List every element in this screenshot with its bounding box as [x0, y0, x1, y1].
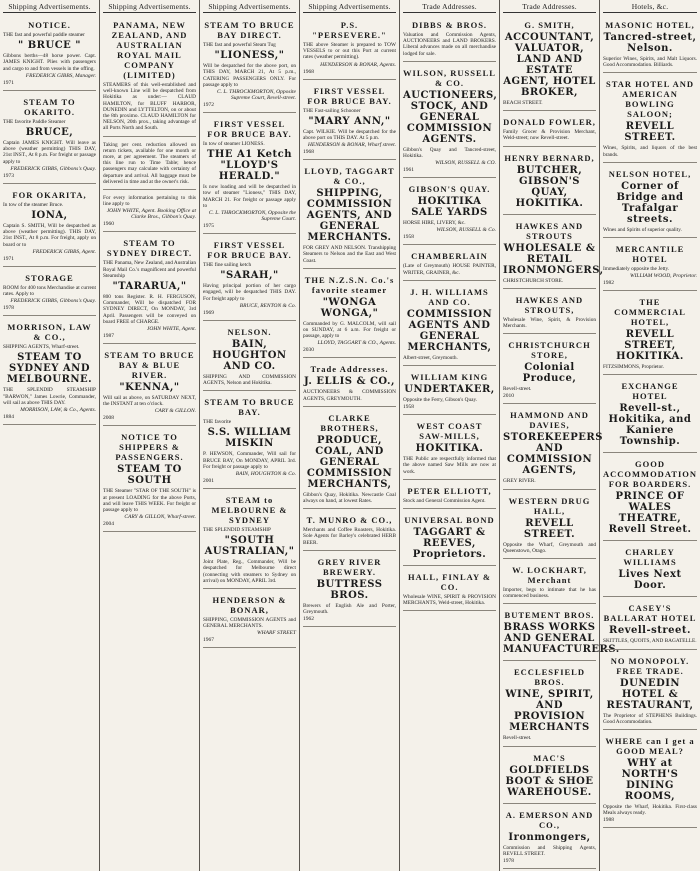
column-4: [300, 0, 400, 871]
ad-signature: JOHN WHITE, Agent.: [146, 326, 196, 333]
ad-signature: JOHN WHITE, Agent. Booking Office at Clarke Bros., Gibbon's Quay.: [106, 208, 196, 221]
ad-number: 2001: [203, 478, 214, 485]
ad-title: WHERE can I get a GOOD MEAL?: [605, 736, 695, 757]
ad-number: 1969: [203, 309, 214, 316]
ad-line: For every information pertaining to this line apply to: [103, 195, 196, 208]
ad-body: Wholesale Wine, Spirit, & Provision Merchants.: [503, 316, 596, 330]
ad-line: THE fast and powerful paddle steamer: [3, 32, 85, 38]
ad-subtitle: S.S. WILLIAM MISKIN: [207, 427, 292, 450]
ad-subtitle: Colonial Produce,: [522, 362, 577, 385]
ad-title: STEAM TO BRUCE BAY DIRECT.: [204, 20, 295, 40]
advertisement: [303, 82, 396, 161]
advertisement: [403, 482, 496, 509]
advertisement: [103, 234, 196, 344]
ad-number: 1987: [103, 333, 114, 340]
ad-subtitle: WHOLESALE & RETAIL IRONMONGERS,: [503, 242, 604, 276]
ad-title: DIBBS & BROS.: [411, 20, 488, 30]
column-header: Hotels, &c.: [603, 0, 697, 13]
ad-number: 1958: [403, 404, 414, 411]
ad-body: Gibbons berths—48 horse power. Capt. JAMES KNIGHT. Plies with passengers and cargo to and from vessels in the offing.: [3, 53, 96, 72]
ad-subtitle: Revell-st., Hokitika, and Kaniere Township.: [608, 403, 692, 448]
ad-body: Is now loading and will be despatched in tow of steamer "Lioness," THIS DAY, MARCH 21. For freight or passage apply to: [203, 184, 296, 209]
ad-subtitle: BUTCHER, GIBSON'S QUAY, HOKITIKA.: [515, 164, 584, 209]
ad-subtitle: BRUCE,: [25, 127, 74, 139]
ad-title: A. EMERSON AND CO.,: [505, 809, 594, 830]
ad-title: STORAGE: [25, 272, 74, 283]
ad-body: SHIPPING, COMMISSION AGENTS and GENERAL MERCHANTS.: [203, 617, 296, 630]
column-7: [600, 0, 700, 871]
advertisement: [503, 749, 596, 804]
ad-title: DONALD FOWLER,: [503, 117, 596, 128]
ad-body: Wholesale WINE, SPIRIT & PROVISION MERCHANTS, Weld-street, Hokitika.: [403, 594, 496, 607]
ad-body: BEACH STREET.: [503, 100, 543, 106]
ad-title: UNIVERSAL BOND: [404, 515, 495, 526]
ad-body: Capt. WILKIE. Will be despatched for the above port on THIS DAY. At 5 p.m.: [303, 128, 396, 142]
ad-subtitle: BAIN, HOUGHTON AND CO.: [212, 338, 287, 372]
ad-title: EXCHANGE HOTEL: [621, 381, 679, 402]
advertisement: [303, 553, 396, 627]
ad-signature: HENDERSON & BONAR, Agents.: [320, 61, 396, 68]
ad-subtitle: BUTTRESS BROS.: [316, 578, 383, 601]
ad-body: Superior Wines, Spirits, and Malt Liquors. Good Accommodation. Billiards.: [603, 56, 697, 69]
ad-signature: BAIN, HOUGHTON & Co.: [235, 471, 296, 478]
advertisement: [103, 16, 196, 137]
advertisement: [303, 162, 396, 269]
advertisement: [403, 64, 496, 178]
ad-number: 2008: [103, 415, 114, 422]
ad-title: NELSON.: [227, 326, 272, 337]
ad-number: 1971: [3, 255, 14, 262]
ad-subtitle: BRASS WORKS AND GENERAL MANUFACTURERS.: [503, 622, 620, 656]
advertisement: [203, 236, 296, 321]
ad-subtitle: Lives Next Door.: [618, 569, 682, 592]
ad-subtitle: STEAM TO SYDNEY AND MELBOURNE.: [6, 352, 93, 386]
ad-title: HAMMOND AND DAVIES,: [510, 410, 589, 431]
ad-subtitle: Ironmongers,: [508, 831, 591, 843]
ad-subtitle: WHY at NORTH'S DINING ROOMS,: [621, 758, 679, 803]
ad-number: 1973: [3, 172, 14, 179]
ad-title: WILLIAM KING: [410, 372, 489, 383]
ad-signature: CARY & GILLON.: [154, 408, 196, 415]
ad-body: Will be despatched for the above port, on THIS DAY, MARCH 21, At 5 p.m., CATERING PASSENGERS ONLY. For passage apply to: [203, 63, 296, 88]
ad-title: GOOD ACCOMMODATION FOR BOARDERS.: [603, 459, 698, 490]
ad-title: STAR HOTEL AND AMERICAN BOWLING SALOON;: [605, 79, 694, 120]
ad-title: W. LOCKHART, Merchant: [512, 565, 587, 586]
ad-body: Brewers of English Ale and Porter, Greymouth.: [303, 602, 396, 616]
ad-body: STEAMERS of this well-established and well-known Line will be despatched from Hokitika as under:— CLAUD HAMILTON, for BLUFF HARBOR, DUNEDIN and LYTTELTON, on or about the 8th proximo. CLAUD HAMILTON for NELSON, 20th prox., taking advantage of all Ports North and South.: [103, 82, 196, 132]
advertisement: [503, 217, 604, 289]
advertisement: [103, 428, 196, 532]
ad-subtitle: "WONGA WONGA,": [320, 296, 379, 319]
advertisement: [203, 591, 296, 648]
ad-line: In tow of steamer LIONESS.: [203, 141, 265, 148]
ad-subtitle: DUNEDIN HOTEL & RESTAURANT,: [606, 677, 694, 711]
advertisement: [503, 492, 596, 559]
ad-title: MORRISON, LAW & CO.,: [7, 322, 92, 343]
ad-signature: WHARF STREET: [257, 630, 296, 637]
ad-title: CHRISTCHURCH STORE,: [508, 340, 591, 361]
ad-line: THE Panama, New Zealand, and Australian Royal Mail Co.'s magnificent and powerful Steamship: [103, 260, 196, 279]
ad-subtitle: AUCTIONEERS, STOCK, AND GENERAL COMMISSION AGENTS.: [403, 89, 498, 145]
ad-body: Will sail as above, on SATURDAY NEXT, the INSTANT at ten o'clock.: [103, 395, 196, 408]
ad-body: FITZSIMMONS, Proprietor.: [603, 364, 665, 371]
ad-subtitle: ACCOUNTANT, VALUATOR, LAND AND ESTATE AGENT, HOTEL BROKER,: [503, 32, 596, 98]
ad-signature: WILLIAM WOOD, Proprietor.: [629, 273, 697, 280]
ad-line: SHIPPING AGENTS, Wharf-street.: [3, 344, 80, 351]
ad-body: Importer, begs to intimate that he has commenced business.: [503, 587, 596, 600]
advertisement: [403, 511, 496, 566]
ad-subtitle: REVELL STREET, HOKITIKA.: [616, 329, 684, 363]
ad-number: 1982: [603, 280, 614, 287]
ad-number: 1975: [203, 223, 214, 230]
ad-line: THE fast and powerful Steam Tug: [203, 42, 276, 48]
advertisement: [103, 139, 196, 190]
ad-title: Trade Addresses.: [310, 364, 389, 375]
ad-subtitle: "SOUTH AUSTRALIAN,": [204, 535, 295, 558]
ad-title: PETER ELLIOTT,: [407, 485, 492, 496]
ad-title: FIRST VESSEL FOR BRUCE BAY.: [207, 240, 292, 261]
advertisement: [603, 732, 697, 828]
ad-subtitle: " BRUCE ": [18, 40, 81, 52]
ad-subtitle: IONA,: [31, 210, 68, 222]
ad-subtitle: GOLDFIELDS BOOT & SHOE WAREHOUSE.: [505, 764, 594, 798]
advertisement: [603, 165, 697, 238]
ad-body: Opposite the Ferry, Gibson's Quay.: [403, 397, 478, 404]
advertisement: [3, 318, 96, 425]
ad-title: T. MUNRO & CO.,: [306, 515, 393, 526]
ad-title: THE N.Z.S.N. Co.'s favorite steamer: [304, 274, 395, 295]
ad-body: FOR GREY AND NELSON. Transhipping Steamers to Nelson and the East and West Coast.: [303, 245, 396, 264]
ad-number: 1978: [503, 858, 514, 865]
advertisement: [503, 561, 596, 604]
advertisement: [503, 606, 620, 661]
advertisement: [603, 652, 697, 730]
ad-number: 1960: [103, 221, 114, 228]
ad-body: THE Steamer "STAR OF THE SOUTH" is at present LOADING for the above Ports, and will leave THIS WEEK. For freight or passage apply to: [103, 488, 196, 514]
ad-body: Wines, Spirits, and liquors of the best brands.: [603, 145, 697, 158]
advertisement: [303, 16, 396, 80]
advertisement: [503, 663, 596, 746]
ad-subtitle: "TARARUA,": [112, 281, 187, 293]
ad-line: ROOM for 400 tons Merchandise at current rates. Apply to: [3, 284, 96, 298]
advertisement: [303, 271, 396, 359]
ad-title: MAC'S: [533, 752, 566, 763]
advertisement: [603, 75, 697, 162]
ad-number: 1971: [3, 79, 14, 86]
advertisement: [503, 291, 596, 334]
advertisement: [3, 16, 96, 91]
ad-body: THE SPLENDID STEAMSHIP "BARWON," James Lowrie, Commander, will sail as above THIS DAY.: [3, 387, 96, 406]
advertisement: [403, 180, 496, 245]
ad-title: NELSON HOTEL,: [608, 168, 692, 179]
ad-title: NO MONOPOLY. FREE TRADE.: [610, 655, 690, 676]
ad-body: (Late of Greymouth) HOUSE PAINTER, WRITER, GRAINER, &c.: [403, 263, 496, 276]
ad-title: MERCANTILE HOTEL: [615, 244, 685, 265]
ad-body: Taking per cent. reduction allowed on return tickets, available for one month or more, at per agreement. The steamers of this line run to Time Table; hence passengers may calculate with certainty of departure and arrival. All baggage must be delivered in time and at the owner's risk.: [103, 141, 196, 185]
ad-title: HAWKES AND STROUTS,: [515, 294, 584, 315]
ad-body: Commission and Shipping Agents, REVELL STREET.: [503, 844, 596, 857]
column-header: Trade Addresses.: [403, 0, 496, 13]
advertisement: [103, 192, 196, 232]
ad-body: Albert-street, Greymouth.: [403, 354, 458, 361]
ad-title: STEAM TO BRUCE BAY.: [204, 397, 295, 418]
ad-subtitle: STEAM TO SOUTH: [117, 464, 182, 487]
ad-body: 800 tons Register. R. H. FERGUSON, Commander, Will be dispatched FOR SYDNEY DIRECT, On MONDAY, 3rd April. Passengers will be conveyed on board FREE of CHARGE.: [103, 294, 196, 325]
ad-subtitle: Tancred-street, Nelson.: [603, 32, 697, 54]
ad-title: HENDERSON & BONAR,: [212, 595, 287, 616]
ad-title: J. H. WILLIAMS AND CO.: [410, 286, 489, 307]
ad-body: Commanded by G. MALCOLM, will sail on SUNDAY, at 6 a.m. For freight or passage, apply to: [303, 320, 396, 340]
advertisement: [203, 491, 296, 589]
advertisement: [303, 409, 396, 509]
ad-signature: FREDERICK GIBBS, Manager.: [25, 72, 96, 79]
ad-subtitle: WINE, SPIRIT, AND PROVISION MERCHANTS: [505, 689, 594, 734]
ad-title: CHARLEY WILLIAMS: [623, 547, 677, 568]
ad-title: LLOYD, TAGGART & CO.,: [304, 166, 395, 187]
advertisement: [303, 511, 396, 551]
ad-number: 1958: [403, 234, 414, 241]
ad-body: P. HEWSON, Commander, Will sail for BRUCE BAY, On MONDAY, APRIL 3rd. For freight or passage apply to: [203, 451, 296, 470]
advertisement: [403, 368, 496, 415]
ad-signature: HENDERSON & BONAR, Wharf street.: [307, 142, 396, 149]
advertisement: [403, 568, 496, 611]
ad-signature: FREDERICK GIBBS, Agent.: [32, 248, 96, 255]
column-5: [400, 0, 500, 871]
advertisement: [403, 283, 496, 366]
ad-number: 1968: [303, 68, 314, 75]
advertisement: [503, 806, 596, 869]
advertisement: [3, 186, 96, 267]
ad-body: GREY RIVER.: [503, 478, 536, 485]
ad-number: 1967: [203, 637, 214, 644]
ad-body: Opposite the Wharf, Hokitika. First-class Meals always ready.: [603, 804, 697, 817]
ad-body: CHRISTCHURCH STORE.: [503, 277, 564, 284]
ad-title: MASONIC HOTEL,: [605, 20, 695, 30]
column-header: Shipping Advertisements.: [303, 0, 396, 13]
ad-body: Family Grocer & Provision Merchant, Weld-street; now Revell-street.: [503, 129, 596, 142]
ad-line: THE favorite Paddle Steamer: [3, 118, 66, 125]
ad-signature: WILSON, RUSSELL & CO.: [435, 160, 496, 167]
ad-subtitle: PRODUCE, COAL, AND GENERAL COMMISSION MERCHANTS,: [306, 434, 393, 490]
ad-subtitle: Corner of Bridge and Trafalgar streets.: [616, 180, 684, 225]
advertisement: [603, 16, 697, 73]
ad-body: Joint Plate, Reg., Commander, Will be despatched for Melbourne direct (connecting with steamers to Sydney on arrival) on MONDAY, APRIL 3rd.: [203, 559, 296, 584]
ad-subtitle: THE A1 Ketch "LLOYD'S HERALD.": [206, 149, 292, 183]
ad-line: THE SPLENDID STEAMSHIP: [203, 527, 271, 534]
column-header: Trade Addresses.: [503, 0, 596, 13]
ad-body: Wines and Spirits of superior quality.: [603, 226, 682, 233]
ad-signature: WILSON, RUSSELL & Co.: [436, 227, 496, 234]
ad-signature: C. L. THROCKMORTON, Opposite Supreme Court, Revell-street.: [216, 89, 296, 102]
ad-subtitle: "MARY ANN,": [308, 115, 391, 127]
ad-title: HALL, FINLAY & CO.: [407, 572, 492, 593]
advertisement: [603, 543, 697, 597]
ad-body: The Proprietor of STEPHENS Buildings. Good Accommodation.: [603, 712, 697, 725]
advertisement: [503, 336, 596, 404]
ad-title: BUTEMENT BROS.: [504, 610, 595, 621]
ad-title: FOR OKARITA,: [12, 189, 87, 200]
ad-number: 1968: [303, 149, 314, 156]
ad-body: THE Public are respectfully informed that the above named Saw Mills are now at work.: [403, 456, 496, 475]
ad-title: CHAMBERLAIN: [411, 251, 488, 262]
advertisement: [3, 93, 96, 184]
ad-number: 2010: [503, 393, 514, 400]
advertisement: [403, 16, 496, 62]
ad-body: Merchants and Coffee Roasters, Hokitika. Sole Agents for Barley's celebrated HERB BEER.: [303, 527, 396, 546]
ad-body: Captain S. SMITH, Will be despatched as above (weather permitting). THIS DAY, 21st INST., At 8 p.m. For freight, apply on board or to: [3, 223, 96, 248]
advertisement: [503, 16, 596, 111]
advertisement: [3, 269, 96, 316]
column-1: [0, 0, 100, 871]
advertisement: [603, 240, 697, 291]
ad-subtitle: J. ELLIS & CO.,: [303, 376, 396, 388]
ad-title: PANAMA, NEW ZEALAND, AND AUSTRALIAN ROYAL MAIL COMPANY (LIMITED): [111, 20, 188, 80]
advertisement: [403, 247, 496, 280]
ad-title: STEAM to MELBOURNE & SYDNEY: [211, 495, 288, 526]
ad-title: STEAM TO BRUCE BAY & BLUE RIVER.: [104, 350, 195, 381]
advertisement: [603, 377, 697, 453]
ad-number: 2004: [103, 521, 114, 528]
ad-body: Valuation and Commission Agents, AUCTIONEERS and LAND BROKERS. Liberal advances made on all merchandise lodged for sale.: [403, 32, 496, 57]
ad-body: THE above Steamer is prepared to TOW VESSELS to or out this Port at current rates (weather permitting).: [303, 42, 396, 61]
ad-title: NOTICE.: [28, 20, 71, 30]
column-3: [200, 0, 300, 871]
ad-title: ECCLESFIELD BROS.: [514, 667, 585, 688]
ad-title: WEST COAST SAW-MILLS,: [416, 421, 483, 442]
ad-number: 1962: [303, 616, 314, 623]
advertisement: [203, 115, 296, 234]
ad-title: WILSON, RUSSELL & CO.: [403, 67, 496, 88]
advertisement: [103, 346, 196, 426]
ad-body: Immediately opposite the Jetty.: [603, 266, 670, 273]
ad-body: Having principal portion of her cargo engaged, will be despatched THIS DAY. For freight apply to: [203, 283, 296, 302]
ad-number: 2030: [303, 347, 314, 354]
ad-title: GREY RIVER BREWERY.: [317, 556, 382, 577]
advertisement: [603, 599, 697, 649]
advertisement: [503, 149, 596, 215]
ad-title: NOTICE TO SHIPPERS & PASSENGERS.: [115, 432, 184, 463]
ad-title: THE COMMERCIAL HOTEL,: [614, 297, 686, 328]
advertisement: [203, 16, 296, 113]
ad-signature: CARY & GILLON, Wharf-street.: [124, 514, 196, 521]
column-header: Shipping Advertisements.: [3, 0, 96, 13]
advertisement: [203, 393, 296, 489]
ad-body: SHIPPING AND COMMISSION AGENTS, Nelson and Hokitika.: [203, 373, 296, 387]
ad-subtitle: COMMISSION AGENTS AND GENERAL MERCHANTS,: [406, 308, 493, 353]
ad-title: CLARKE BROTHERS,: [320, 412, 379, 433]
ad-number: 1972: [203, 102, 214, 109]
ad-subtitle: TAGGART & REEVES, Proprietors.: [412, 527, 487, 561]
ad-number: 1978: [3, 305, 14, 312]
advertisement: [303, 360, 396, 406]
ad-subtitle: REVELL STREET.: [523, 517, 576, 540]
column-header: Shipping Advertisements.: [203, 0, 296, 13]
ad-title: GIBSON'S QUAY.: [408, 184, 491, 195]
advertisement: [603, 455, 697, 541]
ad-number: 1884: [3, 414, 14, 421]
ad-line: THE Fast-sailing Schooner: [303, 107, 361, 114]
ad-body: Gibbon's Quay and Tancred-street, Hokitika.: [403, 146, 496, 160]
ad-body: Captain JAMES KNIGHT. Will leave as above (weather permitting) THIS DAY, 21st INST., At 8 p.m. For freight or passage apply to: [3, 140, 96, 165]
ad-title: HAWKES AND STROUTS: [515, 220, 584, 241]
ad-title: G. SMITH,: [524, 20, 575, 30]
ad-subtitle: STOREKEEPERS AND COMMISSION AGENTS,: [503, 432, 603, 477]
ad-signature: FREDERICK GIBBS, Gibbons's Quay.: [10, 165, 96, 172]
ad-title: FIRST VESSEL FOR BRUCE BAY.: [307, 85, 392, 106]
ad-subtitle: SHIPPING, COMMISSION AGENTS, AND GENERAL MERCHANTS.: [306, 188, 393, 244]
ad-subtitle: "SARAH,": [220, 270, 279, 282]
ad-title: STEAM TO SYDNEY DIRECT.: [106, 238, 193, 259]
ad-subtitle: HOKITIKA.: [415, 443, 484, 455]
ad-title: STEAM TO OKARITO.: [23, 96, 76, 117]
ad-subtitle: "KENNA,": [119, 382, 180, 394]
ad-title: HENRY BERNARD,: [504, 152, 595, 163]
ad-title: FIRST VESSEL FOR BRUCE BAY.: [207, 119, 292, 140]
ad-line: THE favorite: [203, 419, 232, 426]
ad-subtitle: HOKITIKA SALE YARDS: [411, 196, 488, 219]
ad-subtitle: REVELL STREET.: [624, 121, 676, 144]
ad-body: SKITTLES, QUOITS, AND BAGATELLE.: [603, 638, 697, 645]
ad-line: In tow of the steamer Bruce.: [3, 201, 64, 208]
ad-line: THE fine sailing ketch: [203, 262, 252, 269]
ad-signature: LLOYD, TAGGART & CO., Agents.: [317, 340, 396, 347]
ad-body: Gibbon's Quay, Hokitika. Newcastle Coal always on hand, at lowest Rates.: [303, 491, 396, 505]
advertisement: [503, 113, 596, 146]
ad-body: Opposite the Wharf, Greymouth and Queenstown, Otago.: [503, 541, 596, 554]
ad-number: 1961: [403, 167, 414, 174]
ad-signature: C. L. THROCKMORTON, Opposite the Supreme Court.: [208, 210, 296, 223]
ad-title: CASEY'S BALLARAT HOTEL: [603, 603, 697, 624]
ad-body: Revell-street.: [503, 735, 532, 742]
ad-signature: BRUCE, RENTON & Co.: [239, 302, 296, 309]
ad-body: AUCTIONEERS & COMMISSION AGENTS, GREYMOUTH.: [303, 389, 396, 402]
advertisement: [603, 293, 697, 375]
advertisement: [403, 417, 496, 480]
ad-signature: MORRISON, LAW, & Co., Agents.: [20, 407, 96, 414]
ad-subtitle: "LIONESS,": [214, 50, 285, 62]
ad-body: Revell-street.: [503, 386, 532, 393]
advertisement: [503, 406, 603, 489]
column-header: Shipping Advertisements.: [103, 0, 196, 13]
advertisement: [203, 323, 296, 391]
ad-body: HORSE HIRE, LIVERY, &c.: [403, 220, 466, 227]
ad-signature: FREDERICK GIBBS, Gibbons's Quay.: [10, 298, 96, 305]
ad-title: WESTERN DRUG HALL,: [508, 495, 591, 516]
ad-title: P.S. "PERSEVERE.": [312, 20, 387, 40]
ad-subtitle: Revell-street.: [609, 625, 691, 637]
column-2: [100, 0, 200, 871]
ad-body: Stock and General Commission Agent.: [403, 497, 486, 504]
ad-subtitle: PRINCE OF WALES THEATRE, Revell Street.: [608, 491, 692, 536]
ad-subtitle: UNDERTAKER,: [404, 384, 495, 396]
ad-number: 1988: [603, 817, 614, 824]
